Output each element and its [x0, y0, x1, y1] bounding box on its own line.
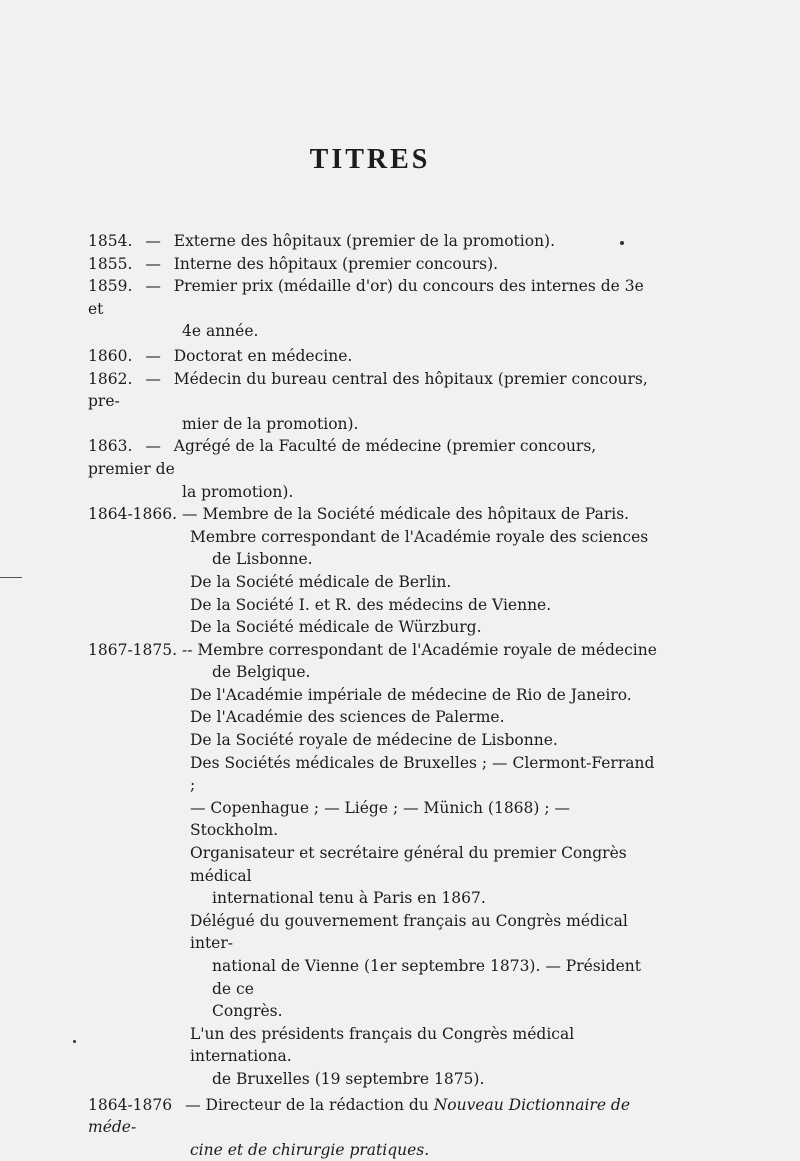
entry-text-cont: la promotion). — [182, 482, 294, 501]
entry-text: Interne des hôpitaux (premier concours). — [173, 254, 499, 273]
dictionary-title-cont: cine et de chirurgie pratiques. — [190, 1140, 430, 1159]
entry-dash: — — [145, 437, 161, 456]
entry-dash: — — [145, 232, 161, 250]
entry-dash: — — [185, 1095, 201, 1114]
entry-text: Membre de la Société médicale des hôpitaux de Paris. — [202, 505, 630, 524]
entry-line: — Copenhague ; — Liége ; — Münich (1868) ; — Stockholm. — [190, 798, 571, 840]
entry-date: 1862. — [88, 369, 133, 388]
entry-line: L'un des présidents français du Congrès médical internationa. — [190, 1024, 575, 1066]
entry-1863 — [88, 435, 658, 503]
entry-dash: — — [145, 277, 161, 296]
entry-line: Congrès. — [212, 1002, 283, 1021]
titles-list — [88, 230, 658, 1161]
page-title: TITRES — [309, 144, 431, 175]
entry-dash: -- — [182, 640, 193, 659]
entry-line: De l'Académie impériale de médecine de Rio de Janeiro. — [190, 685, 632, 704]
entry-line: De la Société royale de médecine de Lisbonne. — [190, 731, 558, 750]
entry-line: De la Société médicale de Würzburg. — [190, 618, 482, 637]
entry-line: de Belgique. — [212, 663, 311, 682]
entry-dash: — — [145, 369, 161, 388]
entry-1867-1875 — [88, 639, 658, 1091]
entry-text: Premier prix (médaille d'or) du concours des internes de 3e et — [88, 277, 644, 318]
ink-speck — [73, 1040, 76, 1043]
entry-text: Médecin du bureau central des hôpitaux (premier concours, pre- — [88, 369, 648, 411]
entry-date: 1854. — [88, 232, 133, 250]
dictionary-title: Nouveau Dictionnaire de méde- — [88, 1095, 631, 1137]
entry-text: Directeur de la rédaction du — [205, 1095, 434, 1114]
entry-1860 — [88, 345, 658, 368]
entry-text: Membre correspondant de l'Académie royale de médecine — [197, 640, 657, 659]
entry-line: Des Sociétés médicales de Bruxelles ; — Clermont-Ferrand ; — [190, 753, 655, 795]
entry-1854 — [88, 230, 658, 253]
entry-line: national de Vienne (1er septembre 1873). — Président de ce — [212, 957, 641, 998]
entry-date: 1859. — [88, 277, 133, 296]
entry-line: de Bruxelles (19 septembre 1875). — [212, 1069, 485, 1088]
entry-line: Délégué du gouvernement français au Congrès médical inter- — [190, 911, 628, 953]
entry-dash: — — [145, 346, 161, 365]
entry-1862 — [88, 368, 658, 436]
entry-line: De la Société médicale de Berlin. — [190, 572, 452, 591]
entry-text: Agrégé de la Faculté de médecine (premier concours, premier de — [88, 437, 597, 478]
entry-text: Externe des hôpitaux (premier de la promotion). — [173, 232, 556, 250]
entry-date: 1864-1876 — [88, 1095, 173, 1114]
entry-date: 1860. — [88, 346, 133, 365]
entry-dash: — — [182, 505, 198, 524]
entry-dash: — — [145, 254, 161, 273]
entry-line: Membre correspondant de l'Académie royale des sciences — [190, 527, 649, 546]
margin-mark — [0, 577, 22, 578]
entry-line: De l'Académie des sciences de Palerme. — [190, 708, 505, 727]
entry-1859 — [88, 275, 658, 343]
entry-text-cont: mier de la promotion). — [182, 414, 359, 433]
entry-1864-1876 — [88, 1094, 658, 1161]
entry-line: De la Société I. et R. des médecins de Vienne. — [190, 595, 552, 614]
entry-line: de Lisbonne. — [212, 550, 313, 569]
entry-text: Doctorat en médecine. — [173, 346, 353, 365]
entry-1864-1866 — [88, 503, 658, 639]
entry-1855 — [88, 253, 658, 276]
entry-date: 1863. — [88, 437, 133, 456]
entry-date: 1855. — [88, 254, 133, 273]
entry-line: Organisateur et secrétaire général du premier Congrès médical — [190, 844, 627, 885]
entry-date: 1867-1875. — [88, 640, 178, 659]
entry-date: 1864-1866. — [88, 505, 178, 524]
entry-text-cont: 4e année. — [182, 322, 259, 341]
entry-line: international tenu à Paris en 1867. — [212, 889, 486, 908]
